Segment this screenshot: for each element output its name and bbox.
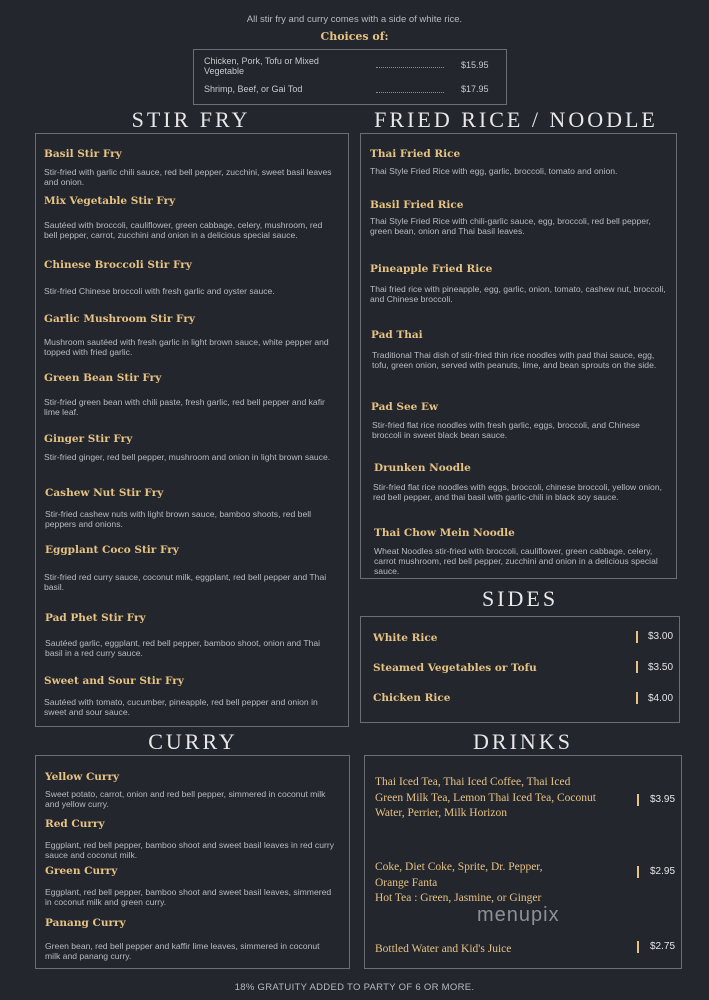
menu-item-desc: Sautéed with tomato, cucumber, pineapple, red bell pepper and onion in sweet and sour sauce. xyxy=(44,697,318,717)
drink-item-name: Bottled Water and Kid's Juice xyxy=(375,943,512,955)
menu-item-desc: Sweet potato, carrot, onion and red bell pepper, simmered in coconut milk and yellow curry. xyxy=(45,789,326,809)
menu-item-desc: Stir-fried ginger, red bell pepper, mushroom and onion in light brown sauce. xyxy=(44,452,331,462)
drink-item-price: $2.95 xyxy=(650,866,676,877)
menu-item-name: Eggplant Coco Stir Fry xyxy=(45,544,179,556)
menu-item-desc: Stir-fried flat rice noodles with eggs, broccoli, chinese broccoli, yellow onion, red bell pepper, and thai basil with garlic-chili in black soy sauce. xyxy=(373,482,662,502)
menu-item-name: Pineapple Fried Rice xyxy=(370,263,493,275)
price-bar xyxy=(636,661,638,673)
menu-item-name: Red Curry xyxy=(45,818,105,830)
choice-label: Shrimp, Beef, or Gai Tod xyxy=(204,84,303,94)
drink-item-price: $3.95 xyxy=(650,794,676,805)
choice-label: Chicken, Pork, Tofu or Mixed Vegetable xyxy=(204,56,319,76)
price-bar xyxy=(637,941,639,953)
menu-item-desc: Stir-fried Chinese broccoli with fresh garlic and oyster sauce. xyxy=(44,286,275,296)
menu-item-desc: Mushroom sautéed with fresh garlic in light brown sauce, white pepper and topped with fried garlic. xyxy=(44,337,329,357)
stir-fry-title: STIR FRY xyxy=(131,107,251,132)
dotted-leader xyxy=(376,67,444,68)
dotted-leader xyxy=(376,92,444,93)
fried-rice-title: FRIED RICE / NOODLE xyxy=(374,107,658,132)
menu-item-name: Pad Thai xyxy=(371,329,423,341)
price-bar xyxy=(637,866,639,878)
drinks-title: DRINKS xyxy=(473,729,573,754)
drink-item-name: Coke, Diet Coke, Sprite, Dr. Pepper, Orange Fanta xyxy=(375,861,543,889)
menu-item-name: Mix Vegetable Stir Fry xyxy=(44,195,176,207)
menu-item-desc: Thai fried rice with pineapple, egg, garlic, onion, tomato, cashew nut, broccoli, and Chinese broccoli. xyxy=(370,284,666,304)
menu-item-name: Thai Chow Mein Noodle xyxy=(374,527,515,539)
price-bar xyxy=(637,794,639,806)
fried-rice-box xyxy=(360,133,677,579)
menu-item-name: Drunken Noodle xyxy=(374,462,471,474)
menu-item-name: Basil Stir Fry xyxy=(44,148,122,160)
side-item-name: Chicken Rice xyxy=(373,692,451,704)
side-item-price: $4.00 xyxy=(648,693,674,704)
sides-box xyxy=(360,616,680,723)
rice-note: All stir fry and curry comes with a side of white rice. xyxy=(246,14,463,25)
curry-box xyxy=(35,755,350,969)
side-item-price: $3.50 xyxy=(648,662,674,673)
choice-price: $17.95 xyxy=(461,84,489,94)
menupix-watermark: menupix xyxy=(477,904,560,926)
menu-item-name: Chinese Broccoli Stir Fry xyxy=(44,259,192,271)
menu-item-name: Basil Fried Rice xyxy=(370,199,464,211)
drink-item-name: Hot Tea : Green, Jasmine, or Ginger xyxy=(375,892,542,904)
menu-item-desc: Wheat Noodles stir-fried with broccoli, cauliflower, green cabbage, celery, carrot mushroom, red bell pepper, zucchini and onion in a delicious special sauce. xyxy=(374,546,658,576)
menu-item-desc: Thai Style Fried Rice with egg, garlic, broccoli, tomato and onion. xyxy=(370,166,618,176)
curry-title: CURRY xyxy=(148,729,238,754)
drink-item-price: $2.75 xyxy=(650,941,676,952)
choice-price: $15.95 xyxy=(461,60,489,70)
sides-title: SIDES xyxy=(481,586,559,611)
menu-item-name: Garlic Mushroom Stir Fry xyxy=(44,313,195,325)
menu-item-name: Cashew Nut Stir Fry xyxy=(45,487,164,499)
menu-item-desc: Stir-fried green bean with chili paste, fresh garlic, red bell pepper and kafir lime leaf. xyxy=(44,397,325,417)
menu-item-name: Thai Fried Rice xyxy=(370,148,461,160)
menu-item-desc: Stir-fried red curry sauce, coconut milk, eggplant, red bell pepper and Thai basil. xyxy=(44,572,327,592)
menu-item-name: Yellow Curry xyxy=(45,771,120,783)
side-item-name: White Rice xyxy=(373,632,438,644)
drink-item-name: Thai Iced Tea, Thai Iced Coffee, Thai Iced Green Milk Tea, Lemon Thai Iced Tea, Coconut Water, Perrier, Milk Horizon xyxy=(375,776,596,819)
menu-item-desc: Stir-fried cashew nuts with light brown sauce, bamboo shoots, red bell peppers and onions. xyxy=(45,509,312,529)
menu-item-name: Pad Phet Stir Fry xyxy=(45,612,146,624)
menu-item-desc: Thai Style Fried Rice with chili-garlic sauce, egg, broccoli, red bell pepper, green bean, onion and Thai basil leaves. xyxy=(370,216,651,236)
menu-item-desc: Sautéed with broccoli, cauliflower, green cabbage, celery, mushroom, red bell pepper, carrot, zucchini and onion in a delicious special sauce. xyxy=(44,220,323,240)
menu-item-name: Green Curry xyxy=(45,865,118,877)
stir-fry-box xyxy=(35,133,349,727)
menu-item-desc: Stir-fried with garlic chili sauce, red bell pepper, zucchini, sweet basil leaves and onion. xyxy=(44,167,332,187)
menu-item-desc: Eggplant, red bell pepper, bamboo shoot and sweet basil leaves, simmered in coconut milk and green curry. xyxy=(45,887,332,907)
menu-item-desc: Eggplant, red bell pepper, bamboo shoot and sweet basil leaves in red curry sauce and coconut milk. xyxy=(45,840,335,860)
menu-item-name: Panang Curry xyxy=(45,917,126,929)
price-bar xyxy=(636,692,638,704)
menu-item-name: Pad See Ew xyxy=(371,401,439,413)
menu-item-name: Green Bean Stir Fry xyxy=(44,372,162,384)
side-item-price: $3.00 xyxy=(648,631,674,642)
side-item-name: Steamed Vegetables or Tofu xyxy=(373,662,537,674)
gratuity-note: 18% GRATUITY ADDED TO PARTY OF 6 OR MORE. xyxy=(234,982,475,993)
menu-item-desc: Green bean, red bell pepper and kaffir lime leaves, simmered in coconut milk and panang curry. xyxy=(45,941,320,961)
menu-item-name: Sweet and Sour Stir Fry xyxy=(44,675,184,687)
choices-box xyxy=(193,49,507,105)
menu-item-desc: Stir-fried flat rice noodles with fresh garlic, eggs, broccoli, and Chinese broccoli in sweet black bean sauce. xyxy=(372,420,640,440)
choices-title: Choices of: xyxy=(320,30,389,43)
menu-item-desc: Traditional Thai dish of stir-fried thin rice noodles with pad thai sauce, egg, tofu, green onion, served with peanuts, lime, and bean sprouts on the side. xyxy=(372,350,657,370)
drinks-box xyxy=(364,755,682,969)
menu-item-desc: Sautéed garlic, eggplant, red bell pepper, bamboo shoot, onion and Thai basil in a red curry sauce. xyxy=(45,638,321,658)
price-bar xyxy=(636,631,638,643)
menu-item-name: Ginger Stir Fry xyxy=(44,433,133,445)
